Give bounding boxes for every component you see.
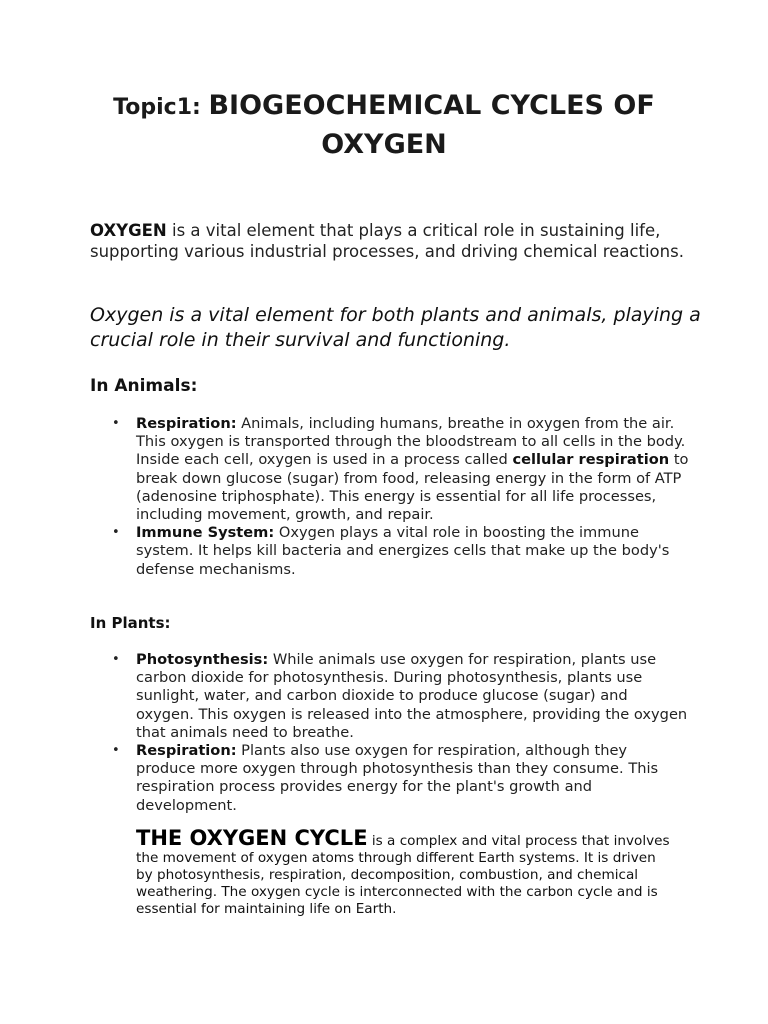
item-term: Immune System: — [136, 524, 275, 542]
item-bold-mid: cellular respiration — [512, 451, 670, 469]
title-main: BIOGEOCHEMICAL CYCLES OF OXYGEN — [208, 90, 655, 160]
animals-heading: In Animals: — [90, 376, 198, 396]
item-term: Photosynthesis: — [136, 651, 269, 668]
page-title — [60, 88, 708, 166]
list-item — [90, 415, 690, 524]
italic-statement: Oxygen is a vital element for both plants and animals, playing a crucial role in their survival and functioning. — [90, 304, 701, 351]
oxygen-cycle-heading: THE OXYGEN CYCLE — [136, 826, 368, 850]
bullet-icon: • — [112, 652, 120, 667]
item-text: Oxygen plays a vital role in boosting the immune system. It helps kill bacteria and energizes cells that make up the body's defense mechanisms. — [136, 524, 670, 578]
bullet-icon: • — [112, 743, 120, 759]
item-text: While animals use oxygen for respiration, plants use carbon dioxide for photosynthesis. During photosynthesis, plants use sunlight, water, and carbon dioxide to produce glucose (sugar) and oxygen. This oxygen is released into the atmosphere, providing the oxygen that animals need to breathe. — [136, 651, 688, 741]
plants-heading: In Plants: — [90, 614, 171, 632]
bullet-icon: • — [112, 525, 120, 541]
item-term: Respiration: — [136, 742, 237, 760]
item-term: Respiration: — [136, 415, 237, 432]
bullet-icon: • — [112, 416, 120, 431]
list-item — [90, 742, 690, 815]
intro-paragraph — [90, 220, 690, 262]
oxygen-cycle-paragraph — [136, 826, 676, 918]
oxygen-cycle-text: is a complex and vital process that involves the movement of oxygen atoms through different Earth systems. It is driven by photosynthesis, respiration, decomposition, combustion, and chemical weathering. The oxygen cycle is interconnected with the carbon cycle and is essential for maintaining life on Earth. — [136, 833, 670, 917]
plants-list — [90, 651, 690, 815]
item-text: Plants also use oxygen for respiration, although they produce more oxygen through photosynthesis than they consume. This respiration process provides energy for the plant's growth and development. — [136, 742, 659, 814]
title-prefix: Topic1: — [113, 95, 209, 120]
item-text-continued: to break down glucose (sugar) from food, releasing energy in the form of ATP (adenosine triphosphate). This energy is essential for all life processes, including movement, growth, and repair. — [136, 451, 689, 524]
item-text: Animals, including humans, breathe in oxygen from the air. This oxygen is transported through the bloodstream to all cells in the body. Inside each cell, oxygen is used in a process called — [136, 415, 686, 469]
animals-list — [90, 415, 690, 579]
list-item — [90, 651, 690, 742]
intro-bold-term: OXYGEN — [90, 221, 167, 240]
list-item — [90, 524, 690, 579]
intro-text: is a vital element that plays a critical role in sustaining life, supporting various industrial processes, and driving chemical reactions. — [90, 221, 684, 261]
